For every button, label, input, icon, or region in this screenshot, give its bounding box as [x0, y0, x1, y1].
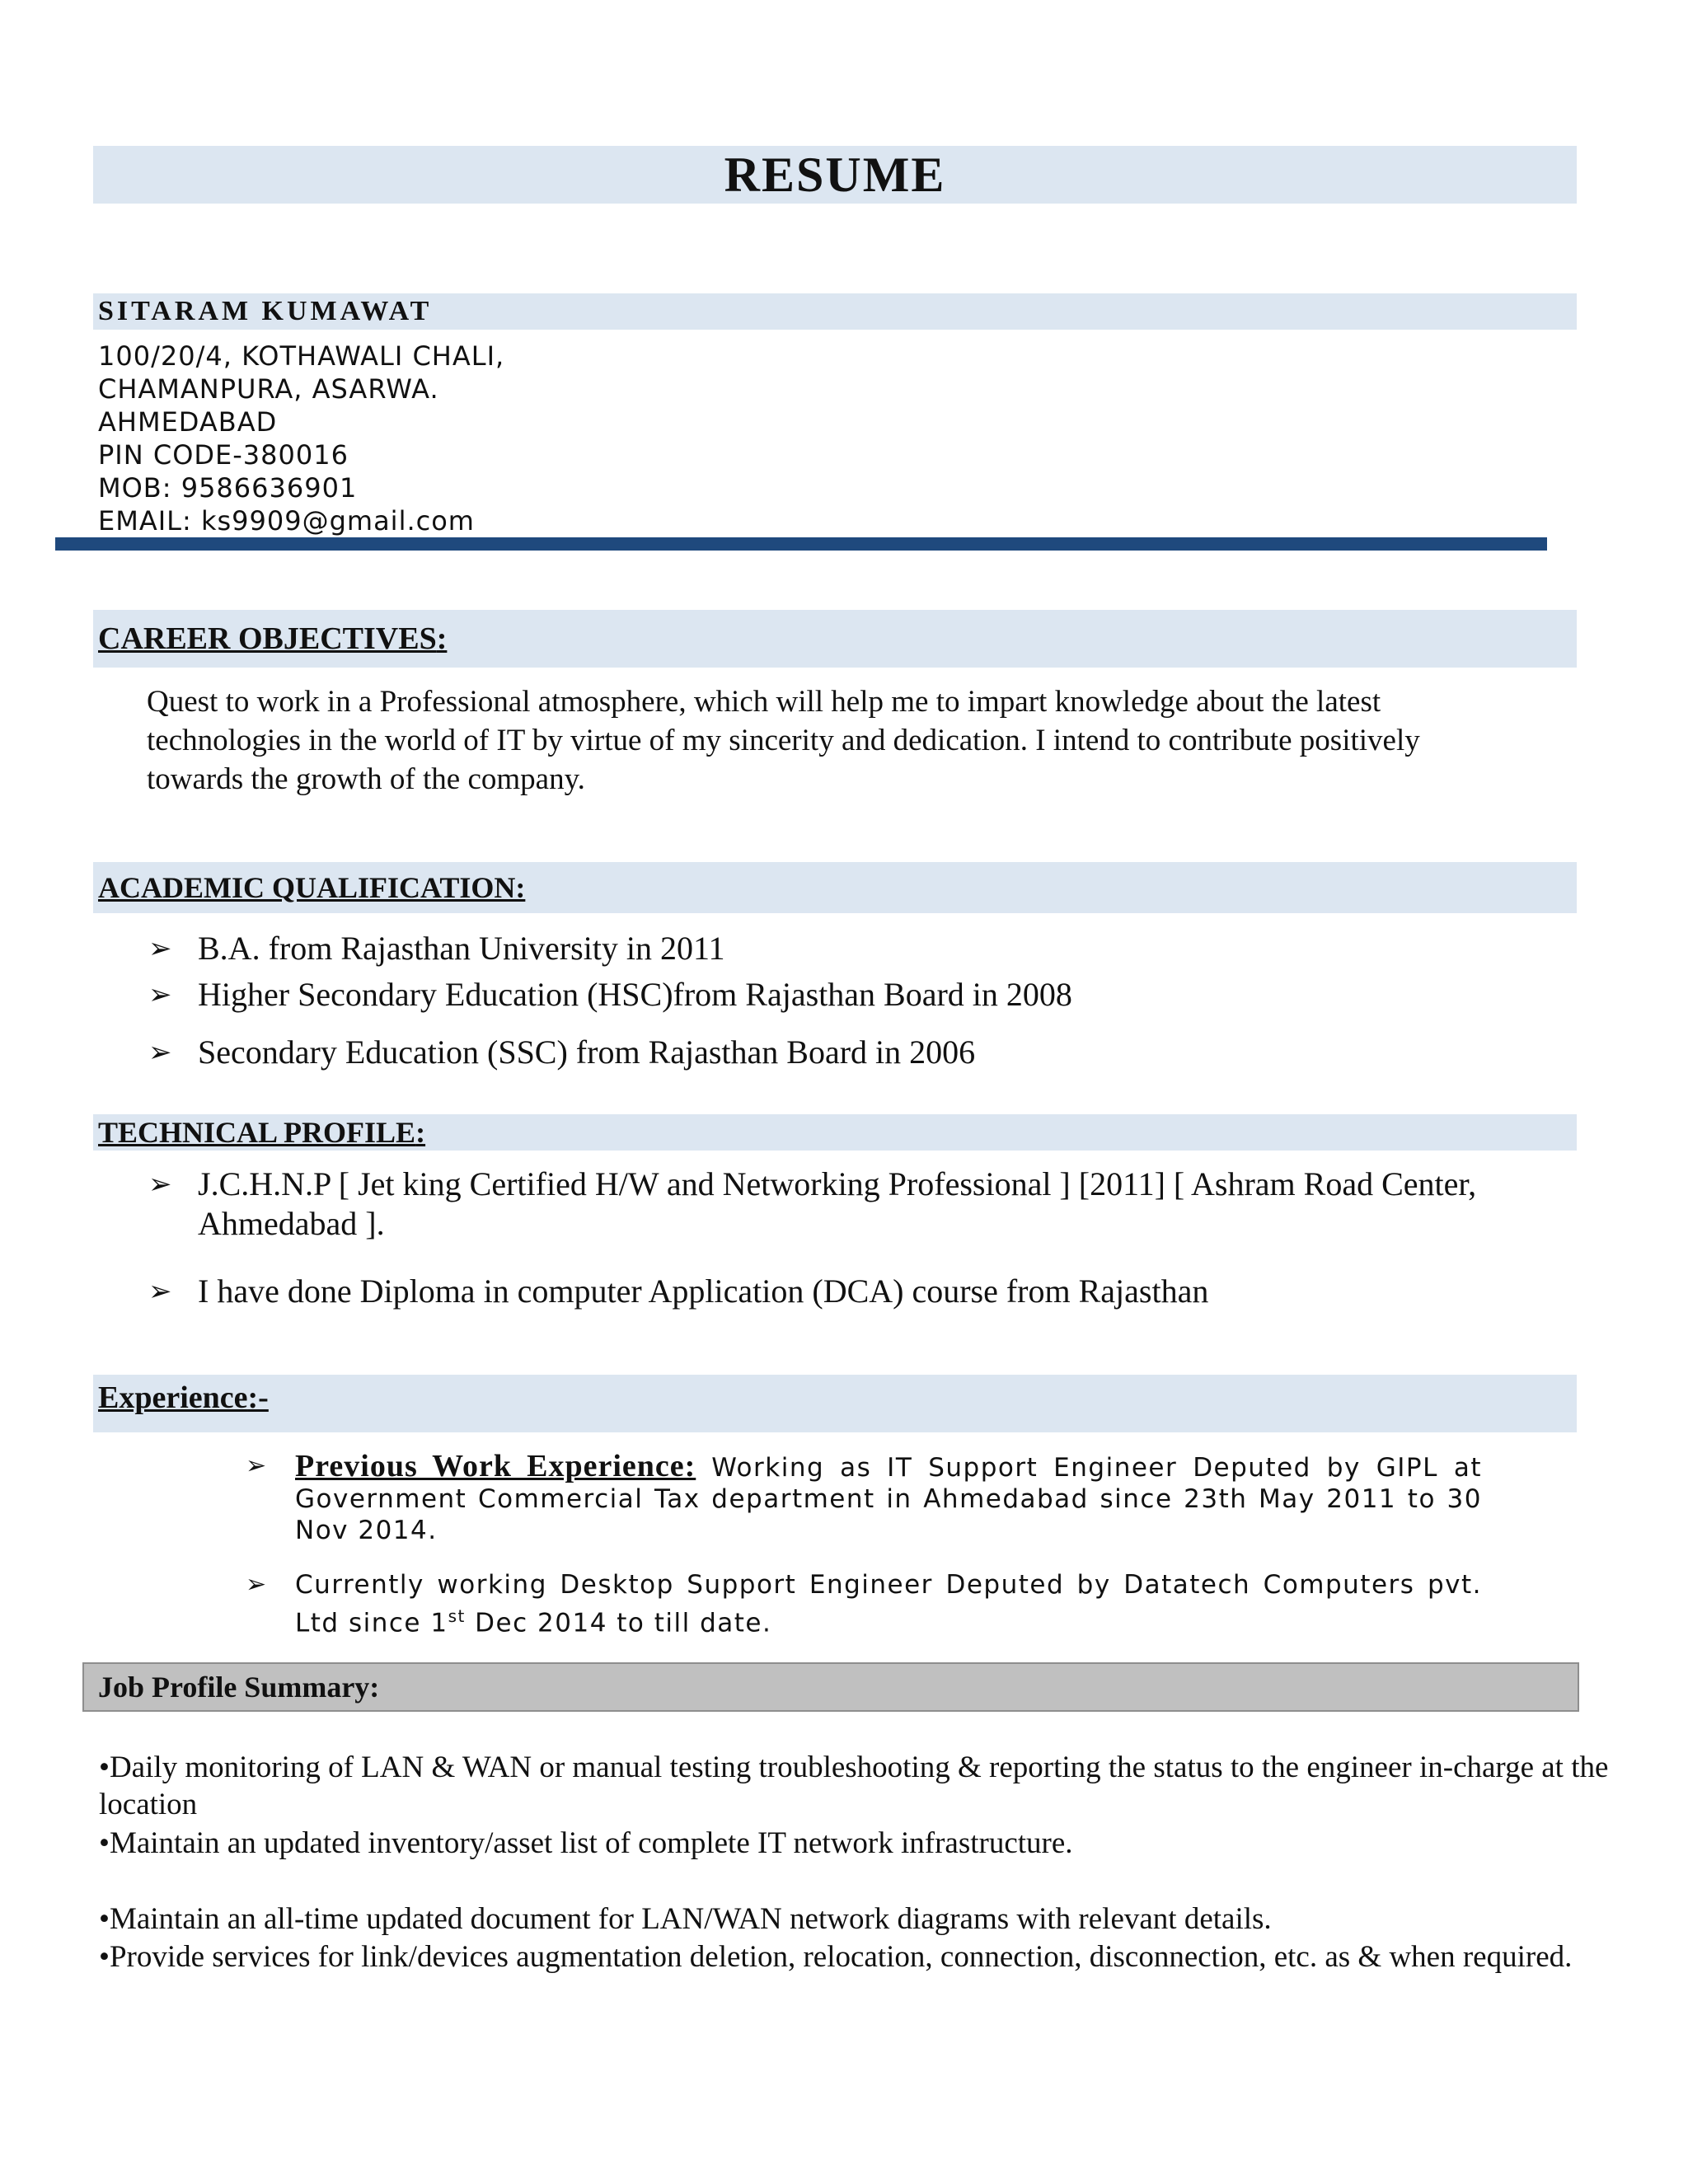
contact-email: EMAIL: ks9909@gmail.com: [98, 505, 475, 537]
current-experience-text: Currently working Desktop Support Engineer Deputed by Datatech Computers pvt. Ltd since 1: [295, 1570, 1482, 1638]
contact-line: AHMEDABAD: [98, 406, 278, 438]
contact-block: [98, 340, 504, 537]
experience-heading: [98, 1375, 269, 1421]
resume-title: RESUME: [724, 148, 946, 202]
academic-heading: ACADEMIC QUALIFICATION:: [98, 871, 526, 904]
job-profile-item: •Maintain an all-time updated document for LAN/WAN network diagrams with relevant details.: [99, 1902, 1272, 1936]
arrow-bullet-icon: ➢: [246, 1570, 268, 1599]
arrow-bullet-icon: ➢: [246, 1451, 268, 1480]
career-line: towards the growth of the company.: [147, 762, 585, 796]
technical-heading-colon: :: [415, 1116, 426, 1149]
job-profile-item: •Maintain an updated inventory/asset list of complete IT network infrastructure.: [99, 1826, 1073, 1860]
job-profile-item: •Provide services for link/devices augmentation deletion, relocation, connection, disconnection, etc. as & when required.: [99, 1940, 1573, 1974]
arrow-bullet-icon: ➢: [148, 932, 172, 965]
arrow-bullet-icon: ➢: [148, 978, 172, 1011]
divider-rule: [55, 537, 1547, 551]
previous-experience-text: Working as IT Support Engineer Deputed by GIPL at Government Commercial Tax department in Ahmedabad since 23th May 2011 to 30 Nov 2014.: [295, 1453, 1482, 1545]
experience-band: [93, 1375, 1577, 1432]
experience-heading-suffix: :-: [247, 1380, 269, 1415]
career-heading: [98, 610, 447, 668]
candidate-name: SITARAM KUMAWAT: [98, 296, 433, 326]
arrow-bullet-icon: ➢: [148, 1168, 172, 1201]
career-heading-colon: :: [436, 621, 448, 656]
previous-experience-label: Previous Work Experience:: [295, 1449, 696, 1483]
job-profile-heading: Job Profile Summary:: [98, 1671, 380, 1704]
contact-line: PIN CODE-380016: [98, 439, 349, 471]
technical-heading: [98, 1114, 425, 1151]
arrow-bullet-icon: ➢: [148, 1275, 172, 1308]
current-experience-text-end: Dec 2014 to till date.: [465, 1608, 772, 1638]
career-paragraph: [147, 682, 1548, 799]
job-profile-item: •Daily monitoring of LAN & WAN or manual testing troubleshooting & reporting the status to the engineer in-charge at the location: [99, 1750, 1609, 1821]
career-line: technologies in the world of IT by virtue of my sincerity and dedication. I intend to contribute positively: [147, 724, 1420, 757]
career-heading-text: CAREER OBJECTIVES: [98, 621, 437, 656]
contact-line: 100/20/4, KOTHAWALI CHALI,: [98, 340, 505, 372]
experience-heading-text: Experience: [98, 1380, 248, 1415]
contact-line: MOB: 9586636901: [98, 472, 358, 504]
career-line: Quest to work in a Professional atmosphere, which will help me to impart knowledge about the latest: [147, 685, 1381, 719]
current-experience-sup: st: [448, 1606, 466, 1626]
arrow-bullet-icon: ➢: [148, 1036, 172, 1069]
technical-heading-text: TECHNICAL PROFILE: [98, 1116, 416, 1149]
contact-line: CHAMANPURA, ASARWA.: [98, 373, 439, 405]
